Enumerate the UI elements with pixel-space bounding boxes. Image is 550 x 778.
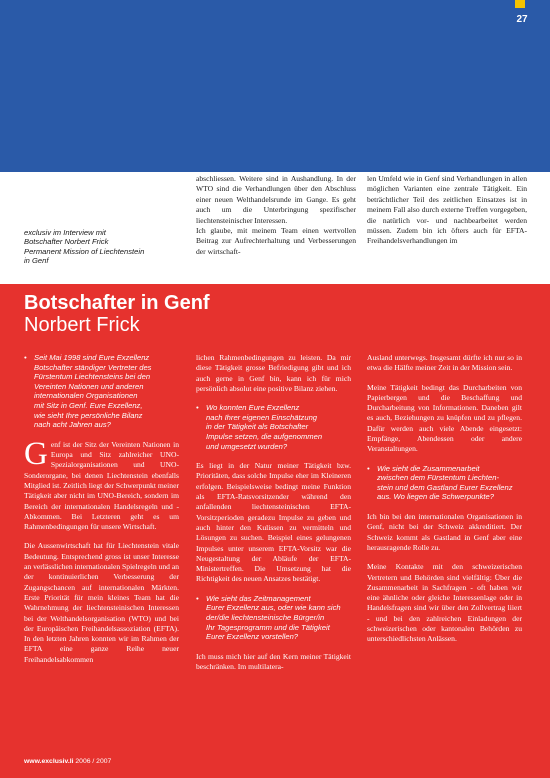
answer-paragraph: Ich bin bei den internationalen Organisationen in Genf, nicht bei der Schweiz akkreditiert. Der Schweiz kommt als Gastland in Genf aber eine herausragende Rolle zu. bbox=[367, 512, 522, 552]
interview-note-line: in Genf bbox=[24, 256, 49, 266]
top-column-paragraph: Ich glaube, mit meinem Team einen wertvollen Beitrag zur Aufrechterhaltung und Verbesserungen der wirtschaft- bbox=[196, 226, 356, 256]
top-column-paragraph: len Umfeld wie in Genf sind Verhandlungen in allen möglichen Varianten eine zentrale Tätigkeit. Ein beträchtlicher Teil des zeitlichen Einsatzes ist in meinem Fall also durch externe Treffen vorgegeben, die natürlich vor- und nachbearbeitet werden müssen. Zudem bin ich öfters auch für EFTA-Freihandelsverhandlungen im bbox=[367, 174, 527, 246]
top-column-1 bbox=[196, 174, 356, 257]
top-column-2 bbox=[367, 174, 527, 247]
yellow-page-tab bbox=[515, 0, 525, 8]
question-line: wie sieht Ihre persönliche Bilanz bbox=[34, 410, 143, 420]
drop-cap: G bbox=[24, 435, 48, 472]
answer-paragraph: Meine Kontakte mit den schweizerischen Vertretern und Behörden sind vielfältig: Über die Zusammenarbeit in Sachfragen - oft haben wir eine ähnliche oder gleiche Interessenlage oder in Handelsfragen sind wir über den Zollvertrag liiert - und bei den zahlreichen Einladungen der schweizerischen oder kantonalen Behörden zu unterschiedlichsten Anlässen. bbox=[367, 562, 522, 644]
article-column-3 bbox=[367, 353, 522, 654]
question-line: und umgesetzt wurden? bbox=[206, 441, 288, 451]
interview-question bbox=[196, 594, 351, 642]
bullet-icon: • bbox=[196, 403, 199, 413]
question-line: Wo konnten Eure Exzellenz bbox=[206, 403, 300, 413]
answer-text: enf ist der Sitz der Vereinten Nationen in Europa und Sitz zahlreicher UNO-Spezialorganisationen und UNO-Sonderorgane, bei denen Liechtenstein ebenfalls Mitglied ist. Zeitlich liegt der Schwerpunkt meiner Tätigkeit aber nicht im UNO-Bereich, sondern im Bereich der internationalen Handelsregeln und -Abkommen. Bei Letzteren geht es um Rahmenbedingungen für unsere Wirtschaft. bbox=[24, 439, 179, 532]
article-subtitle: Norbert Frick bbox=[24, 314, 140, 336]
interview-question bbox=[24, 353, 179, 430]
question-line: internationalen Organisationen bbox=[34, 391, 138, 401]
bullet-icon: • bbox=[196, 593, 199, 603]
question-line: Ihr Tagesprogramm und die Tätigkeit bbox=[206, 622, 330, 632]
question-line: Wie sieht das Zeitmanagement bbox=[206, 593, 311, 603]
question-line: Eurer Exzellenz aus, oder wie kann sich bbox=[206, 603, 341, 613]
blue-header-band bbox=[0, 0, 550, 172]
interview-note bbox=[24, 228, 174, 266]
interview-question bbox=[196, 403, 351, 451]
question-line: der/die liechtensteinische Bürger/in bbox=[206, 612, 325, 622]
bullet-icon: • bbox=[367, 463, 370, 473]
question-line: zwischen dem Fürstentum Liechten- bbox=[377, 473, 499, 483]
question-line: in der Tätigkeit als Botschafter bbox=[206, 422, 309, 432]
page-footer bbox=[24, 758, 111, 765]
question-line: Wie sieht die Zusammenarbeit bbox=[377, 463, 480, 473]
question-line: Fürstentum Liechtensteins bei den bbox=[34, 372, 151, 382]
footer-year: 2006 / 2007 bbox=[75, 758, 112, 765]
question-line: stein und dem Gastland Eurer Exzellenz bbox=[377, 482, 513, 492]
answer-paragraph: Ausland unterwegs. Insgesamt dürfte ich nur so in etwa die Hälfte meiner Zeit in der Mission sein. bbox=[367, 353, 522, 373]
answer-paragraph: lichen Rahmenbedingungen zu leisten. Da mir diese Tätigkeit grosse Befriedigung gibt und ich auch gerne in Genf bin, kann ich für mich persönlich absolut eine positive Bilanz ziehen. bbox=[196, 353, 351, 393]
page-number: 27 bbox=[516, 14, 528, 25]
interview-note-line: exclusiv im Interview mit bbox=[24, 228, 106, 237]
footer-url[interactable]: www.exclusiv.li bbox=[24, 758, 74, 765]
bullet-icon: • bbox=[24, 353, 27, 362]
answer-paragraph: Es liegt in der Natur meiner Tätigkeit bzw. Prioritäten, dass solche Impulse eher im Kleineren erfolgen. Beispielsweise bedingt meine Funktion als EFTA-Ratsvorsitzender während den anfallenden liechtensteinischen EFTA-Vorsitzperioden geradezu Impulse zu geben und auch hinter den Kulissen zu vermitteln und Lösungen zu suchen. Beispiel eines gelungenen Impulses unter unserem EFTA-Vorsitz war die Neugestaltung der Abläufe der EFTA-Ministertreffen. Die Umsetzung hat die Richtigkeit des neuen Ansatzes bestätigt. bbox=[196, 461, 351, 584]
answer-paragraph bbox=[24, 435, 179, 533]
article-title: Botschafter in Genf bbox=[24, 292, 210, 314]
answer-paragraph: Ich muss mich hier auf den Kern meiner Tätigkeit beschränken. Im multilatera- bbox=[196, 651, 351, 671]
answer-paragraph: Die Aussenwirtschaft hat für Liechtenstein vitale Bedeutung. Entsprechend gross ist unser Interesse an verlässlichen internationalen Spielregeln und an der kontinuierlichen Verbesserung der Zugangschancen auf internationalen Märkten. Erste Priorität für mein kleines Team hat die Wahrnehmung der liechtensteinischen Interessen bei der Welthandelsorganisation (WTO) und bei der Europäischen Freihandelsassoziation (EFTA). In den letzten Jahren konnten wir im Rahmen der EFTA eine ganze Reihe neuer Freihandelsabkommen bbox=[24, 541, 179, 664]
article-column-1 bbox=[24, 353, 179, 674]
interview-note-line: Botschafter Norbert Frick bbox=[24, 237, 109, 247]
question-line: mit Sitz in Genf. Eure Exzellenz, bbox=[34, 400, 143, 410]
question-line: Seit Mai 1998 sind Eure Exzellenz bbox=[34, 353, 150, 362]
top-column-paragraph: abschliessen. Weitere sind in Aushandlung. In der WTO sind die Verhandlungen über den Abschluss einer neuen Welthandelsrunde im Gange. Es geht auch um die Unterbringung spezifischer liechtensteinischer Interessen. bbox=[196, 174, 356, 225]
question-line: Impulse setzen, die aufgenommen bbox=[206, 431, 323, 441]
question-line: nach acht Jahren aus? bbox=[34, 420, 111, 430]
interview-question bbox=[367, 464, 522, 502]
question-line: nach Ihrer eigenen Einschätzung bbox=[206, 412, 318, 422]
question-line: aus. Wo liegen die Schwerpunkte? bbox=[377, 492, 494, 502]
question-line: Vereinten Nationen und anderen bbox=[34, 381, 144, 391]
answer-paragraph: Meine Tätigkeit bedingt das Durcharbeiten von Papierbergen und die Beschaffung und Durcharbeitung von Informationen. Daneben gilt es auch, Beziehungen zu knüpfen und zu pflegen. Dafür werden auch viele Abende eingesetzt: Empfänge, Abendessen oder andere Veranstaltungen. bbox=[367, 382, 522, 454]
article-column-2 bbox=[196, 353, 351, 681]
interview-note-line: Permanent Mission of Liechtenstein bbox=[24, 246, 145, 256]
question-line: Botschafter ständiger Vertreter des bbox=[34, 362, 152, 372]
question-line: Eurer Exzellenz vorstellen? bbox=[206, 632, 299, 642]
